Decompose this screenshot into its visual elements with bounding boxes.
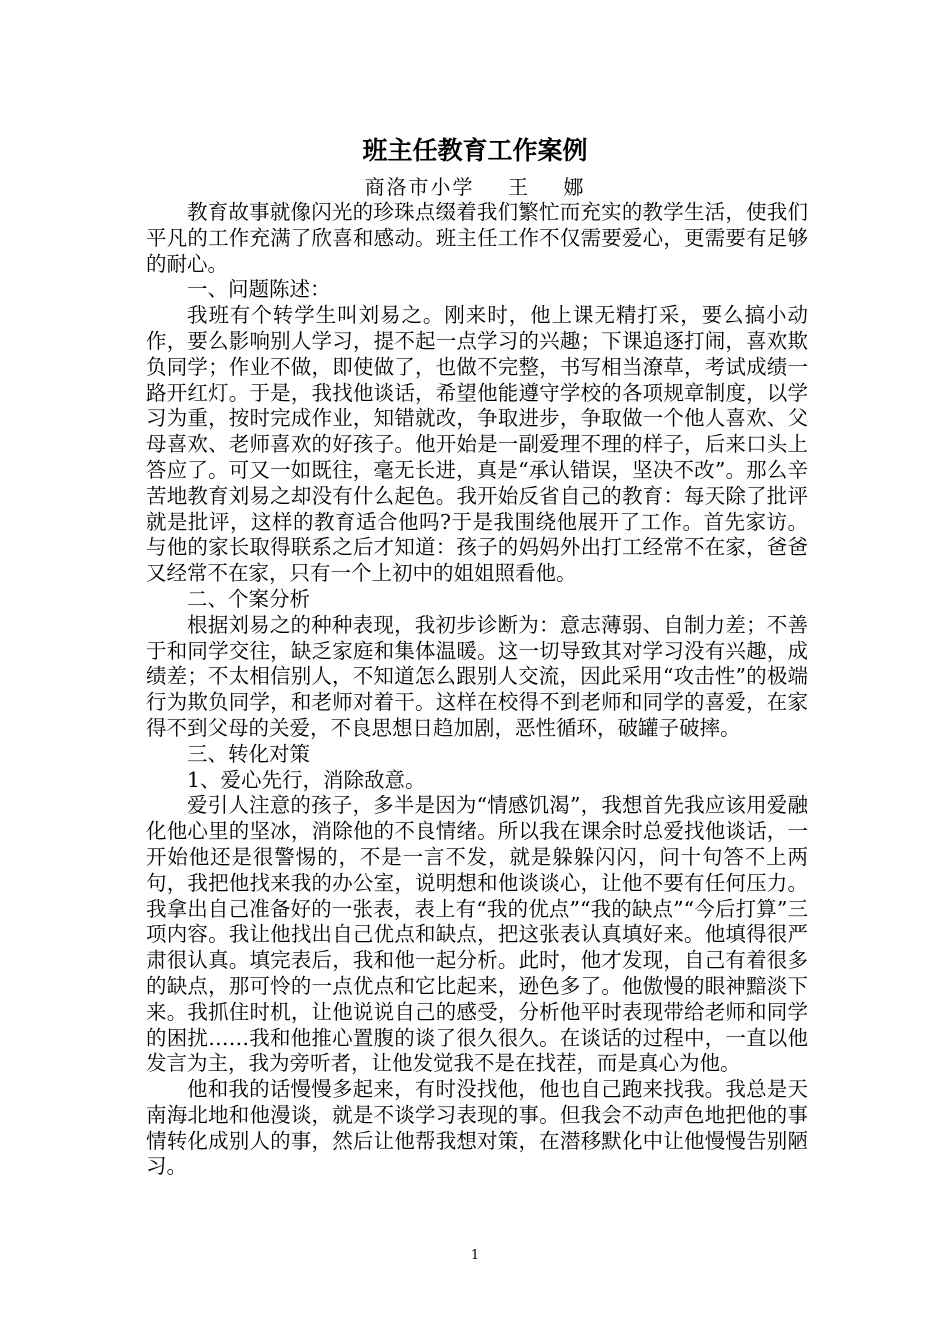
section-heading-strategy: 三、转化对策	[187, 741, 310, 766]
section-heading-analysis: 二、个案分析	[187, 586, 310, 611]
page-number: 1	[470, 1248, 480, 1263]
document-body	[146, 200, 808, 1180]
paragraph-analysis: 根据刘易之的种种表现，我初步诊断为：意志薄弱、自制力差；不善于和同学交往，缺乏家庭和集体温暖。这一切导致其对学习没有兴趣，成绩差；不太相信别人，不知道怎么跟别人交流，因此采用“攻击性”的极端行为欺负同学，和老师对着干。这样在校得不到老师和同学的喜爱，在家得不到父母的关爱，不良思想日趋加剧，恶性循环，破罐子破摔。	[146, 612, 808, 740]
document-title: 班主任教育工作案例	[362, 136, 588, 165]
paragraph-intro: 教育故事就像闪光的珍珠点缀着我们繁忙而充实的教学生活，使我们平凡的工作充满了欣喜和感动。班主任工作不仅需要爱心，更需要有足够的耐心。	[146, 200, 808, 276]
paragraph-problem: 我班有个转学生叫刘易之。刚来时，他上课无精打采，要么搞小动作，要么影响别人学习，提不起一点学习的兴趣；下课追逐打闹，喜欢欺负同学；作业不做，即使做了，也做不完整，书写相当潦草，考试成绩一路开红灯。于是，我找他谈话，希望他能遵守学校的各项规章制度，以学习为重，按时完成作业，知错就改，争取进步，争取做一个他人喜欢、父母喜欢、老师喜欢的好孩子。他开始是一副爱理不理的样子，后来口头上答应了。可又一如既往，毫无长进，真是“承认错误，坚决不改”。那么辛苦地教育刘易之却没有什么起色。我开始反省自己的教育：每天除了批评就是批评，这样的教育适合他吗?于是我围绕他展开了工作。首先家访。与他的家长取得联系之后才知道：孩子的妈妈外出打工经常不在家，爸爸又经常不在家，只有一个上初中的姐姐照看他。	[146, 303, 808, 586]
author-byline: 商洛市小学 王 娜	[364, 175, 586, 199]
section-heading-problem: 一、问题陈述：	[187, 277, 331, 302]
paragraph-love-first: 爱引人注意的孩子，多半是因为“情感饥渴”，我想首先我应该用爱融化他心里的坚冰，消除他的不良情绪。所以我在课余时总爱找他谈话，一开始他还是很警惕的，不是一言不发，就是躲躲闪闪，问十句答不上两句，我把他找来我的办公室，说明想和他谈谈心，让他不要有任何压力。我拿出自己准备好的一张表，表上有“我的优点”“我的缺点”“今后打算”三项内容。我让他找出自己优点和缺点，把这张表认真填好来。他填得很严肃很认真。填完表后，我和他一起分析。此时，他才发现，自己有着很多的缺点，那可怜的一点优点和它比起来，逊色多了。他傲慢的眼神黯淡下来。我抓住时机，让他说说自己的感受，分析他平时表现带给老师和同学的困扰……我和他推心置腹的谈了很久很久。在谈话的过程中，一直以他发言为主，我为旁听者，让他发觉我不是在找茬，而是真心为他。	[146, 793, 808, 1076]
paragraph-conversation: 他和我的话慢慢多起来，有时没找他，他也自己跑来找我。我总是天南海北地和他漫谈，就是不谈学习表现的事。但我会不动声色地把他的事情转化成别人的事，然后让他帮我想对策，在潜移默化中让他慢慢告别陋习。	[146, 1077, 808, 1179]
subheading-love-first: 1、爱心先行，消除敌意。	[187, 767, 426, 792]
